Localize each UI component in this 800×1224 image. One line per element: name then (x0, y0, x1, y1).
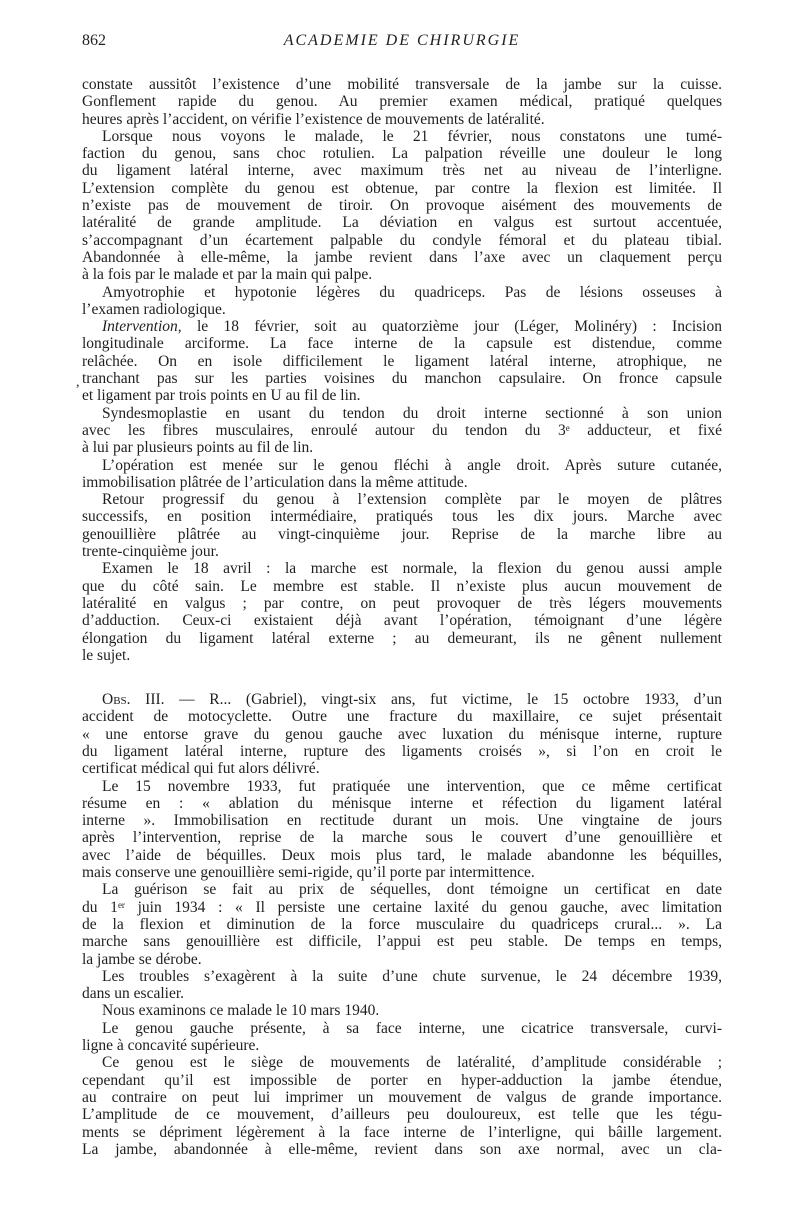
running-title: ACADEMIE DE CHIRURGIE (283, 32, 521, 49)
obs-label: Obs. (102, 691, 131, 709)
text-line (82, 612, 722, 629)
line-text: tranchant pas sur les parties voisines du manchon capsulaire. On fronce capsule (82, 370, 722, 388)
page-header (82, 32, 722, 56)
text-line (82, 197, 722, 214)
text-line (82, 795, 722, 812)
line-text: et ligament par trois points en U au fil de lin. (82, 387, 361, 405)
line-text: de la flexion et diminution de la force musculaire du quadriceps crural... ». La (82, 915, 722, 933)
superscript: e (565, 422, 570, 433)
line-text: d’adduction. Ceux-ci existaient déjà avant l’opération, témoignant d’une légère (82, 612, 722, 630)
text-line (82, 543, 722, 560)
text-line (82, 760, 722, 777)
line-text: que du côté sain. Le membre est stable. Il n’existe plus aucun mouvement de (82, 577, 722, 595)
text-line (82, 405, 722, 422)
text-line (82, 647, 722, 664)
line-text: à lui par plusieurs points au fil de lin. (82, 439, 314, 457)
line-text: du 1 (82, 898, 118, 916)
text-line (82, 284, 722, 301)
text-line (82, 1002, 722, 1019)
line-text: La jambe, abandonnée à elle-même, revient dans son axe normal, avec un cla- (82, 1140, 722, 1158)
text-line (82, 145, 722, 162)
line-text: mais conserve une genouillière semi-rigide, qu’il porte par intermittence. (82, 864, 535, 882)
line-text: « une entorse grave du genou gauche avec luxation du ménisque interne, rupture (82, 725, 722, 743)
line-text: III. — R... (Gabriel), vingt-six ans, fut victime, le 15 octobre 1933, d’un (130, 691, 722, 709)
text-line (82, 180, 722, 197)
superscript: er (117, 899, 125, 910)
text-line (82, 111, 722, 128)
text-line (82, 916, 722, 933)
text-line (82, 968, 722, 985)
line-text: ligne à concavité supérieure. (82, 1037, 260, 1055)
line-text: latéralité en valgus ; par contre, on peut provoquer de très légers mouvements (82, 594, 722, 612)
text-line (82, 881, 722, 898)
text-line (82, 1124, 722, 1141)
line-text: accident de motocyclette. Outre une fracture du maxillaire, ce sujet présentait (82, 708, 722, 726)
text-line (82, 422, 722, 439)
text-line (82, 508, 722, 525)
line-text: Gonflement rapide du genou. Au premier examen médical, pratiqué quelques (82, 93, 722, 111)
line-text: l’examen radiologique. (82, 300, 226, 318)
text-line (82, 691, 722, 708)
line-text: genouillière plâtrée au vingt-cinquième jour. Reprise de la marche libre au (82, 525, 722, 543)
text-line (82, 1106, 722, 1123)
line-text: longitudinale arciforme. La face interne de la capsule est distendue, comme (82, 335, 722, 353)
line-text: n’existe pas de mouvement de tiroir. On provoque aisément des mouvements de (82, 197, 722, 215)
line-text: successifs, en position intermédiaire, pratiqués tous les dix jours. Marche avec (82, 508, 722, 526)
text-line (82, 318, 722, 335)
text-line (82, 439, 722, 456)
line-text: dans un escalier. (82, 985, 185, 1003)
text-line (82, 951, 722, 968)
line-text: après l’intervention, reprise de la marche sous le couvert d’une genouillière et (82, 829, 722, 847)
text-line (82, 353, 722, 370)
line-text: interne ». Immobilisation en rectitude durant un mois. Une vingtaine de jours (82, 812, 722, 830)
text-line (82, 76, 722, 93)
margin-mark: , (76, 375, 80, 390)
text-line (82, 457, 722, 474)
line-text: avec les fibres musculaires, enroulé autour du tendon du 3 (82, 421, 566, 439)
text-line (82, 370, 722, 387)
text-line (82, 1089, 722, 1106)
text-line (82, 708, 722, 725)
text-line (82, 301, 722, 318)
text-line (82, 526, 722, 543)
text-line (82, 864, 722, 881)
line-text: trente-cinquième jour. (82, 543, 219, 561)
line-text: La guérison se fait au prix de séquelles, dont témoigne un certificat en date (102, 881, 722, 899)
line-text: constate aussitôt l’existence d’une mobilité transversale de la jambe sur la cuisse. (82, 76, 722, 93)
line-text: à la fois par le malade et par la main qui palpe. (82, 266, 373, 284)
text-line (82, 1072, 722, 1089)
line-text: le 18 février, soit au quatorzième jour (Léger, Molinéry) : Incision (181, 318, 722, 336)
text-line (82, 933, 722, 950)
line-text: cependant qu’il est impossible de porter en hyper-adduction la jambe étendue, (82, 1071, 722, 1089)
line-text: Le genou gauche présente, à sa face interne, une cicatrice transversale, curvi- (102, 1019, 722, 1037)
text-line (82, 630, 722, 647)
text-line (82, 812, 722, 829)
line-text: Le 15 novembre 1933, fut pratiquée une intervention, que ce même certificat (102, 777, 722, 795)
line-text: du ligament latéral interne, rupture des ligaments croisés », si l’on en croit le (82, 742, 722, 760)
line-text: Nous examinons ce malade le 10 mars 1940. (102, 1002, 380, 1020)
text-line (82, 93, 722, 110)
text-line (82, 162, 722, 179)
line-text: résume en : « ablation du ménisque interne et réfection du ligament latéral (82, 794, 722, 812)
line-text: élongation du ligament latéral externe ; au demeurant, ils ne gênent nullement (82, 629, 722, 647)
line-text: du ligament latéral interne, avec maximum très net au niveau de l’interligne. (82, 162, 722, 180)
text-line (82, 560, 722, 577)
line-text: relâchée. On en isole difficilement le ligament latéral interne, atrophique, ne (82, 352, 722, 370)
text-line (82, 726, 722, 743)
text-line (82, 595, 722, 612)
text-line (82, 214, 722, 231)
text-line (82, 1054, 722, 1071)
line-text: Syndesmoplastie en usant du tendon du droit interne sectionné à son union (102, 404, 722, 422)
text-line (82, 985, 722, 1002)
line-text: Examen le 18 avril : la marche est normale, la flexion du genou aussi ample (102, 560, 722, 578)
line-text: L’amplitude de ce mouvement, d’ailleurs peu douloureux, est telle que les tégu- (82, 1106, 722, 1124)
text-line (82, 1037, 722, 1054)
text-line (82, 387, 722, 404)
line-text: Retour progressif du genou à l’extension complète par le moyen de plâtres (102, 491, 722, 509)
text-line (82, 335, 722, 352)
line-text: ments se dépriment légèrement à la face interne de l’interligne, qui bâille largement. (82, 1123, 722, 1141)
text-line (82, 128, 722, 145)
line-text: Ce genou est le siège de mouvements de latéralité, d’amplitude considérable ; (102, 1054, 722, 1072)
line-text: heures après l’accident, on vérifie l’existence de mouvements de latéralité. (82, 110, 545, 128)
line-text: au contraire on peut lui imprimer un mouvement de valgus de grande importance. (82, 1088, 722, 1106)
line-text: juin 1934 : « Il persiste une certaine laxité du genou gauche, avec limitation (124, 898, 723, 916)
text-line (82, 829, 722, 846)
line-text: le sujet. (82, 646, 131, 664)
line-text: s’accompagnant d’un écartement palpable du condyle fémoral et du plateau tibial. (82, 231, 722, 249)
body-text (82, 76, 722, 1158)
line-text: faction du genou, sans choc rotulien. La palpation réveille une douleur le long (82, 145, 722, 163)
line-text: marche sans genouillière est difficile, l’appui est peu stable. De temps en temps, (82, 933, 722, 951)
text-line (82, 491, 722, 508)
line-text: adducteur, et fixé (569, 421, 722, 439)
text-line (82, 249, 722, 266)
line-text: la jambe se dérobe. (82, 950, 202, 968)
text-line (82, 232, 722, 249)
text-line (82, 743, 722, 760)
text-line (82, 578, 722, 595)
observation-iii-block (82, 691, 722, 1158)
page-number: 862 (82, 32, 106, 49)
text-line (82, 474, 722, 491)
line-text: immobilisation plâtrée de l’articulation dans la même attitude. (82, 473, 468, 491)
text-line (82, 1141, 722, 1158)
line-text: Amyotrophie et hypotonie légères du quadriceps. Pas de lésions osseuses à (102, 283, 722, 301)
line-text: latéralité de grande amplitude. La déviation en valgus est surtout accentuée, (82, 214, 722, 232)
observation-text-block (82, 76, 722, 664)
line-text: Abandonnée à elle-même, la jambe revient dans l’axe avec un claquement perçu (82, 248, 722, 266)
text-line (82, 266, 722, 283)
line-text: avec l’aide de béquilles. Deux mois plus tard, le malade abandonne les béquilles, (82, 846, 722, 864)
line-text: Les troubles s’exagèrent à la suite d’une chute survenue, le 24 décembre 1939, (102, 967, 722, 985)
line-text: L’opération est menée sur le genou fléchi à angle droit. Après suture cutanée, (102, 456, 722, 474)
text-line (82, 1020, 722, 1037)
line-text: L’extension complète du genou est obtenue, par contre la flexion est limitée. Il (82, 179, 722, 197)
line-text: Lorsque nous voyons le malade, le 21 février, nous constatons une tumé- (102, 127, 722, 145)
text-line (82, 847, 722, 864)
text-line (82, 899, 722, 916)
italic-term: Intervention, (102, 318, 182, 336)
line-text: certificat médical qui fut alors délivré. (82, 760, 320, 778)
text-line (82, 778, 722, 795)
